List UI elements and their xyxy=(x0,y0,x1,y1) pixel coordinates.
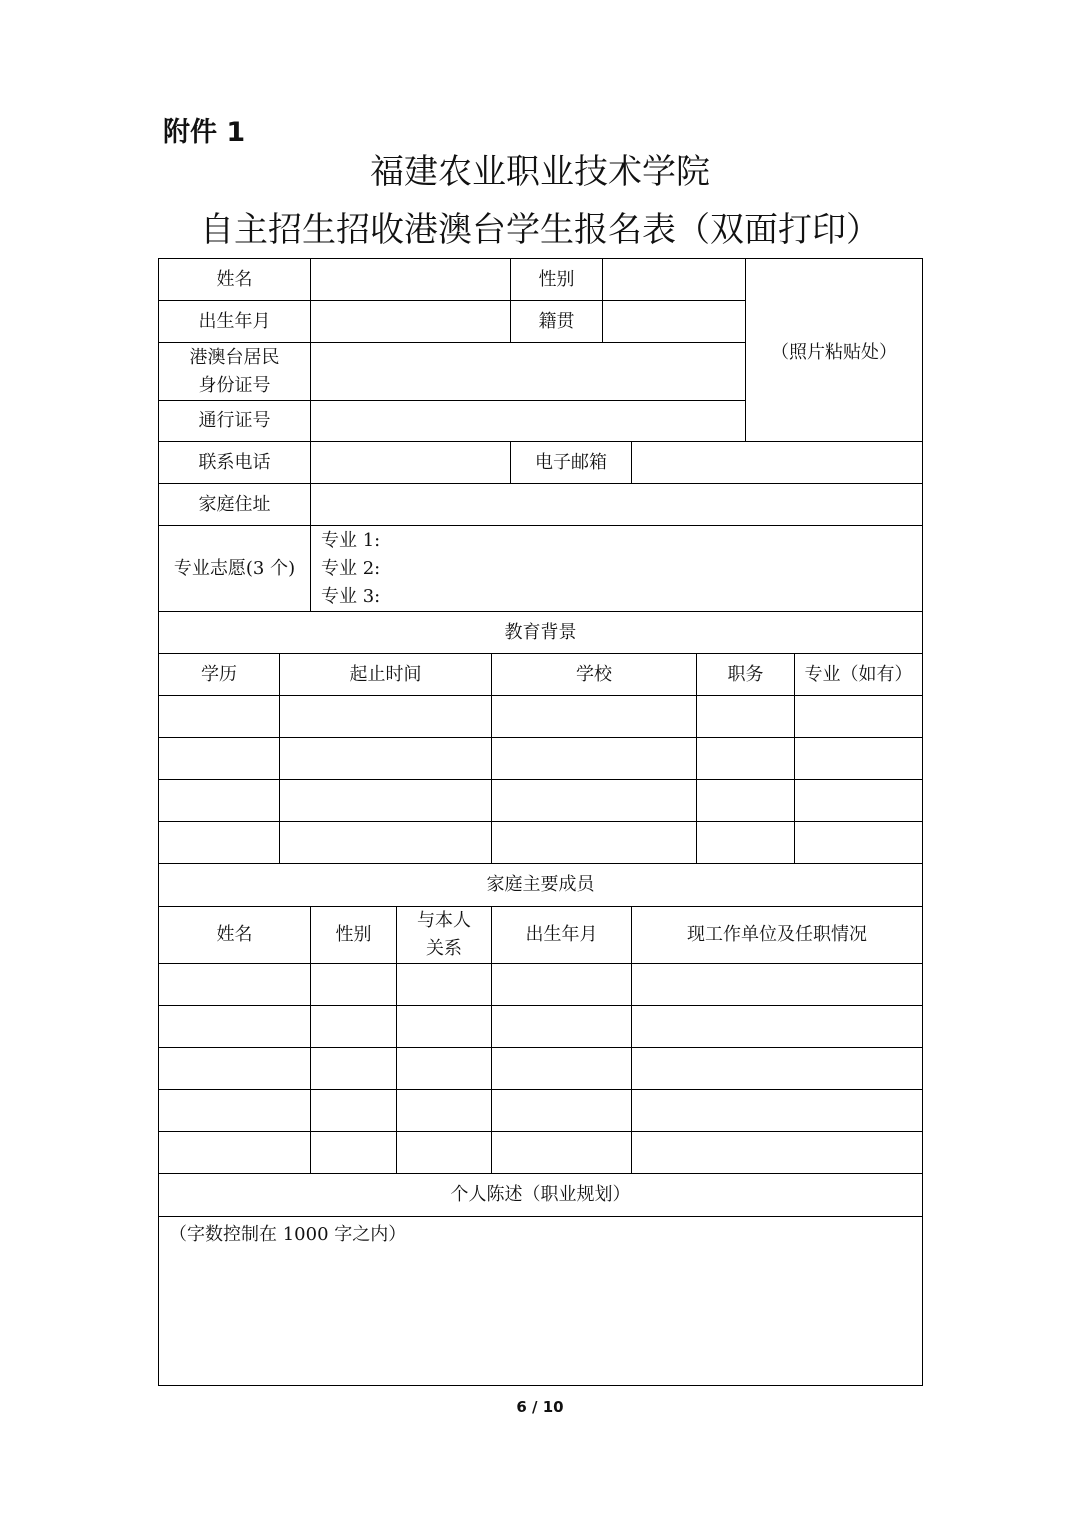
field-address[interactable] xyxy=(311,484,922,526)
family-section-title: 家庭主要成员 xyxy=(159,864,922,907)
field-majors[interactable] xyxy=(311,526,922,612)
edu-cell[interactable] xyxy=(492,780,697,822)
label-permit: 通行证号 xyxy=(159,401,311,442)
edu-cell[interactable] xyxy=(492,738,697,780)
statement-field[interactable] xyxy=(159,1217,922,1385)
family-cell[interactable] xyxy=(311,1048,397,1090)
page-number: 6 / 10 xyxy=(516,1398,564,1416)
field-id-number[interactable] xyxy=(311,343,746,401)
field-permit[interactable] xyxy=(311,401,746,442)
edu-cell[interactable] xyxy=(159,696,280,738)
edu-col-major: 专业（如有） xyxy=(795,654,922,696)
family-col-relation xyxy=(397,907,492,964)
edu-cell[interactable] xyxy=(280,780,492,822)
edu-cell[interactable] xyxy=(280,696,492,738)
edu-cell[interactable] xyxy=(795,696,922,738)
family-cell[interactable] xyxy=(492,1006,632,1048)
family-cell[interactable] xyxy=(397,1006,492,1048)
family-cell[interactable] xyxy=(632,1048,922,1090)
family-col-name: 姓名 xyxy=(159,907,311,964)
edu-cell[interactable] xyxy=(697,780,795,822)
edu-col-degree: 学历 xyxy=(159,654,280,696)
family-cell[interactable] xyxy=(397,964,492,1006)
form-title-school: 福建农业职业技术学院 xyxy=(370,152,710,192)
edu-cell[interactable] xyxy=(697,696,795,738)
label-id-number xyxy=(159,343,311,401)
family-cell[interactable] xyxy=(159,964,311,1006)
education-section-title: 教育背景 xyxy=(159,612,922,654)
edu-cell[interactable] xyxy=(697,738,795,780)
family-cell[interactable] xyxy=(492,964,632,1006)
family-cell[interactable] xyxy=(311,964,397,1006)
edu-col-position: 职务 xyxy=(697,654,795,696)
statement-section-title: 个人陈述（职业规划） xyxy=(159,1174,922,1217)
label-majors: 专业志愿(3 个) xyxy=(159,526,311,612)
field-phone[interactable] xyxy=(311,442,511,484)
form-title: 自主招生招收港澳台学生报名表（双面打印） xyxy=(200,210,880,250)
family-cell[interactable] xyxy=(159,1090,311,1132)
field-name[interactable] xyxy=(311,259,511,301)
edu-cell[interactable] xyxy=(159,738,280,780)
family-cell[interactable] xyxy=(492,1048,632,1090)
family-cell[interactable] xyxy=(397,1132,492,1174)
family-cell[interactable] xyxy=(159,1006,311,1048)
label-native-place: 籍贯 xyxy=(511,301,603,343)
family-cell[interactable] xyxy=(632,1090,922,1132)
label-address: 家庭住址 xyxy=(159,484,311,526)
statement-hint: （字数控制在 1000 字之内） xyxy=(169,1224,407,1245)
edu-cell[interactable] xyxy=(492,822,697,864)
label-birth: 出生年月 xyxy=(159,301,311,343)
edu-cell[interactable] xyxy=(795,780,922,822)
edu-cell[interactable] xyxy=(795,738,922,780)
family-cell[interactable] xyxy=(311,1006,397,1048)
edu-cell[interactable] xyxy=(159,780,280,822)
edu-cell[interactable] xyxy=(492,696,697,738)
family-col-relation-line1: 与本人 xyxy=(417,910,471,931)
photo-area: （照片粘贴处） xyxy=(746,259,922,442)
field-native-place[interactable] xyxy=(603,301,746,343)
edu-col-period: 起止时间 xyxy=(280,654,492,696)
family-cell[interactable] xyxy=(632,1006,922,1048)
edu-cell[interactable] xyxy=(280,822,492,864)
family-cell[interactable] xyxy=(159,1048,311,1090)
edu-cell[interactable] xyxy=(159,822,280,864)
family-cell[interactable] xyxy=(159,1132,311,1174)
major-1-label: 专业 1: xyxy=(321,529,381,551)
family-cell[interactable] xyxy=(311,1132,397,1174)
family-cell[interactable] xyxy=(492,1090,632,1132)
label-phone: 联系电话 xyxy=(159,442,311,484)
field-birth[interactable] xyxy=(311,301,511,343)
edu-col-school: 学校 xyxy=(492,654,697,696)
edu-cell[interactable] xyxy=(280,738,492,780)
family-col-work: 现工作单位及任职情况 xyxy=(632,907,922,964)
family-cell[interactable] xyxy=(632,964,922,1006)
label-name: 姓名 xyxy=(159,259,311,301)
major-3-label: 专业 3: xyxy=(321,585,381,607)
field-email[interactable] xyxy=(632,442,922,484)
label-id-line1: 港澳台居民 xyxy=(189,346,280,368)
edu-cell[interactable] xyxy=(795,822,922,864)
family-cell[interactable] xyxy=(492,1132,632,1174)
label-gender: 性别 xyxy=(511,259,603,301)
family-col-birth: 出生年月 xyxy=(492,907,632,964)
family-cell[interactable] xyxy=(397,1090,492,1132)
edu-cell[interactable] xyxy=(697,822,795,864)
family-cell[interactable] xyxy=(311,1090,397,1132)
family-col-relation-line2: 关系 xyxy=(426,938,462,959)
family-cell[interactable] xyxy=(397,1048,492,1090)
family-cell[interactable] xyxy=(632,1132,922,1174)
label-id-line2: 身份证号 xyxy=(198,374,271,396)
family-col-gender: 性别 xyxy=(311,907,397,964)
major-2-label: 专业 2: xyxy=(321,557,381,579)
field-gender[interactable] xyxy=(603,259,746,301)
label-email: 电子邮箱 xyxy=(511,442,632,484)
attachment-label: 附件 1 xyxy=(163,117,246,148)
registration-form xyxy=(158,258,923,1386)
